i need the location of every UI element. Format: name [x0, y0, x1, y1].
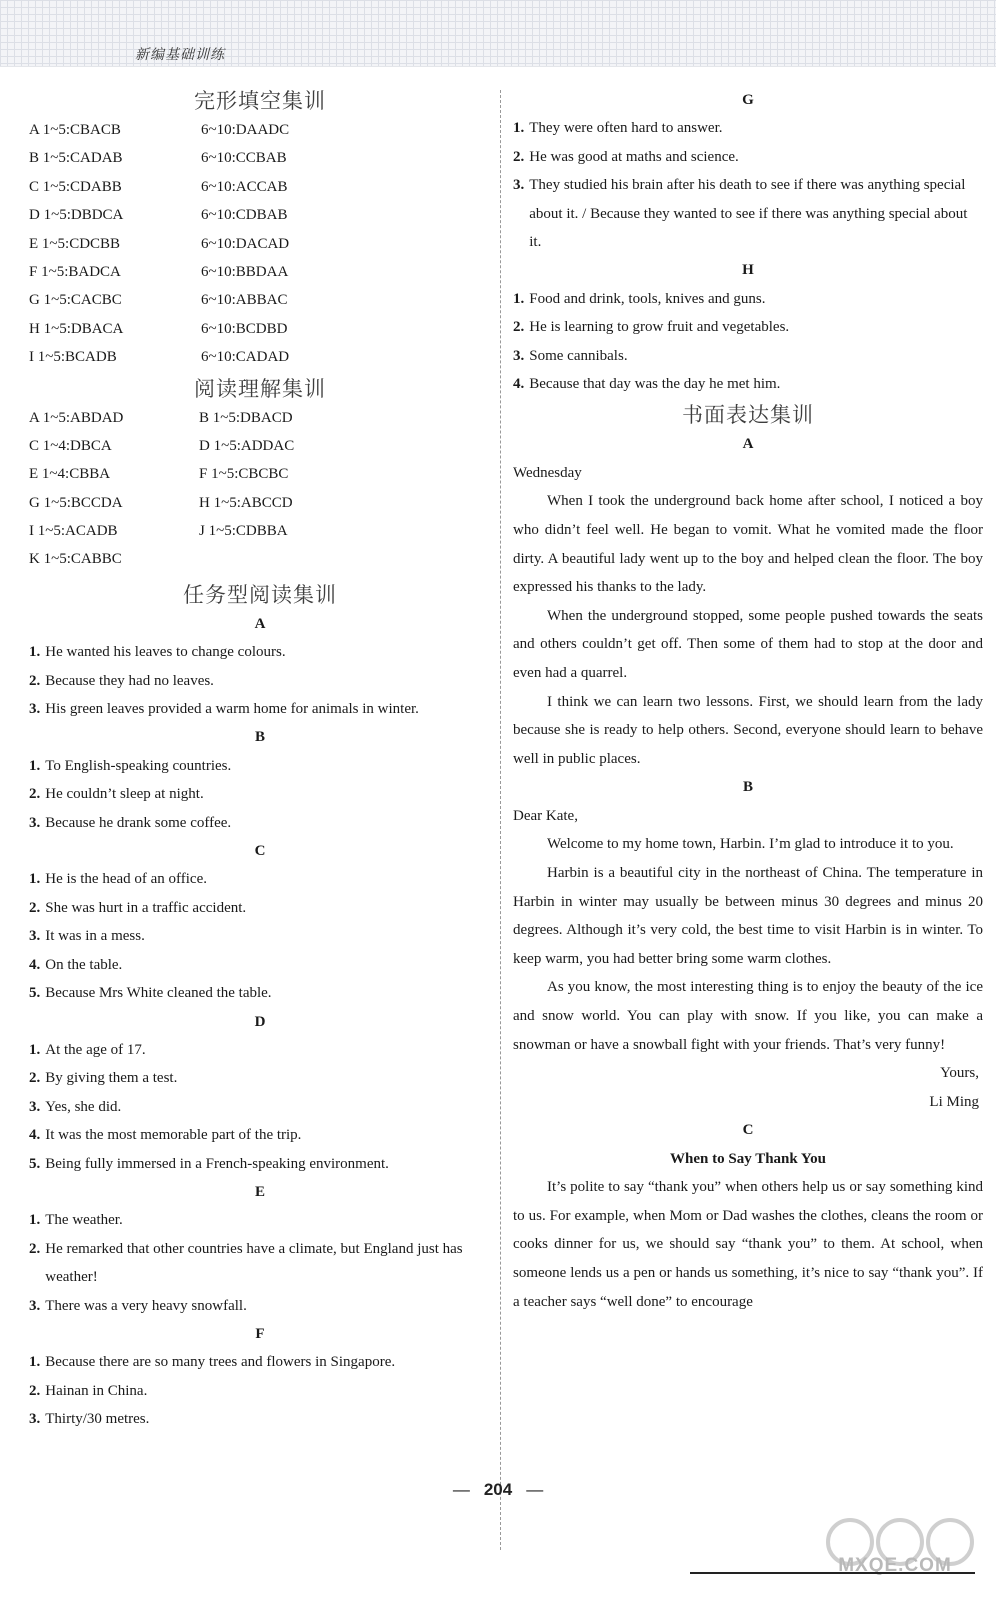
task-section-letter: A: [254, 615, 266, 632]
item-number: 3.: [29, 1098, 41, 1115]
item-number: 2.: [29, 672, 41, 689]
answer-item: [29, 667, 491, 695]
answer-item: [29, 809, 491, 837]
answer-item: [29, 979, 491, 1007]
item-text: He was good at maths and science.: [529, 148, 739, 165]
answer-key: 6~10:BCDBD: [201, 320, 288, 337]
task-title: 任务型阅读集训: [183, 582, 337, 607]
answer-key: E 1~5:CDCBB: [29, 235, 121, 252]
answer-item: [513, 143, 983, 171]
answer-key: 6~10:CCBAB: [201, 150, 287, 167]
item-text: Food and drink, tools, knives and guns.: [529, 290, 766, 307]
task-section-letter: G: [742, 92, 754, 108]
answer-key: D 1~5:ADDAC: [199, 437, 295, 454]
item-text: His green leaves provided a warm home for animals in winter.: [45, 701, 419, 718]
item-text: Some cannibals.: [529, 347, 628, 364]
item-text: He wanted his leaves to change colours.: [45, 644, 286, 661]
answer-item: [29, 1348, 491, 1376]
answer-key: G 1~5:CACBC: [29, 292, 122, 309]
answer-key: I 1~5:ACADB: [29, 523, 118, 540]
item-number: 1.: [29, 757, 41, 774]
answer-item: [29, 922, 491, 950]
answer-key: B 1~5:CADAB: [29, 150, 123, 167]
item-text: Hainan in China.: [45, 1382, 148, 1399]
cloze-title: 完形填空集训: [194, 89, 326, 113]
item-number: 1.: [29, 871, 41, 888]
writing-b-closing: Yours,: [940, 1065, 979, 1082]
answer-row: [29, 230, 491, 258]
item-number: 1.: [29, 1212, 41, 1229]
item-number: 2.: [513, 148, 525, 165]
item-text: Because Mrs White cleaned the table.: [45, 985, 272, 1002]
answer-item: [29, 1150, 491, 1178]
answer-item: [29, 1405, 491, 1433]
item-number: 2.: [513, 319, 525, 336]
reading-title: 阅读理解集训: [194, 376, 326, 401]
item-text: There was a very heavy snowfall.: [45, 1297, 247, 1314]
item-number: 2.: [29, 1070, 41, 1087]
item-number: 4.: [29, 956, 41, 973]
item-text: He couldn’t sleep at night.: [45, 786, 204, 803]
item-text: The weather.: [45, 1212, 123, 1229]
answer-item: [513, 313, 983, 341]
item-number: 4.: [29, 1127, 41, 1144]
answer-item: [29, 1036, 491, 1064]
item-text: He is learning to grow fruit and vegetables.: [529, 319, 790, 336]
item-text: They studied his brain after his death to see if there was anything special about it. / Because they wanted to see if there was anything special about it.: [529, 177, 968, 251]
answer-key: 6~10:CADAD: [201, 349, 290, 366]
answer-key: I 1~5:BCADB: [29, 349, 117, 366]
item-number: 2.: [29, 1240, 41, 1257]
item-number: 3.: [29, 1297, 41, 1314]
writing-b-paragraph: Welcome to my home town, Harbin. I’m glad to introduce it to you.: [547, 836, 954, 853]
answer-key: F 1~5:BADCA: [29, 263, 121, 280]
item-number: 1.: [513, 290, 525, 307]
answer-item: [29, 1292, 491, 1320]
answer-key: H 1~5:DBACA: [29, 320, 124, 337]
header-label: 新编基础训练: [135, 47, 225, 63]
task-section-letter: H: [742, 262, 754, 279]
reading-answer-list: [29, 404, 491, 574]
answer-item: [29, 1093, 491, 1121]
answer-key: 6~10:BBDAA: [201, 263, 289, 280]
answer-key: D 1~5:DBDCA: [29, 207, 124, 224]
answer-row: [29, 432, 491, 460]
answer-item: [513, 370, 983, 398]
writing-letter-b: B: [742, 779, 753, 796]
writing-letter-a: A: [742, 436, 754, 453]
writing-a-paragraph: When I took the underground back home after school, I noticed a boy who didn’t feel well. He began to vomit. What he vomited made the floor dirty. A beautiful lady went up to the boy and helped clean the floor. The boy expressed his thanks to the lady.: [513, 493, 983, 596]
item-text: It was in a mess.: [45, 928, 145, 945]
answer-item: [29, 1121, 491, 1149]
answer-item: [513, 114, 983, 142]
task-section-letter: D: [254, 1013, 266, 1030]
item-text: It was the most memorable part of the trip.: [45, 1127, 302, 1144]
item-text: Yes, she did.: [45, 1098, 122, 1115]
answer-row: [29, 460, 491, 488]
answer-item: [29, 1377, 491, 1405]
item-text: By giving them a test.: [45, 1070, 178, 1087]
writing-c-essay-title: When to Say Thank You: [670, 1150, 826, 1167]
answer-row: [29, 201, 491, 229]
answer-item: [29, 752, 491, 780]
item-text: At the age of 17.: [45, 1041, 146, 1058]
answer-item: [29, 780, 491, 808]
item-text: Thirty/30 metres.: [45, 1411, 150, 1428]
footer-rule: [690, 1572, 975, 1574]
answer-row: [29, 258, 491, 286]
item-number: 3.: [513, 177, 525, 194]
item-number: 3.: [29, 1411, 41, 1428]
item-text: Because that day was the day he met him.: [529, 376, 781, 393]
item-number: 3.: [513, 347, 525, 364]
answer-item: [513, 342, 983, 370]
answer-row: [29, 315, 491, 343]
answer-row: [29, 404, 491, 432]
answer-key: 6~10:ABBAC: [201, 292, 288, 309]
answer-key: 6~10:CDBAB: [201, 207, 288, 224]
item-text: Because they had no leaves.: [45, 672, 214, 689]
item-number: 1.: [29, 1041, 41, 1058]
answer-item: [29, 865, 491, 893]
item-number: 3.: [29, 928, 41, 945]
answer-item: [29, 894, 491, 922]
item-text: They were often hard to answer.: [529, 120, 723, 137]
writing-c-paragraph: It’s polite to say “thank you” when others help us or say something kind to us. For example, when Mom or Dad washes the clothes, cleans the room or cooks dinner for us, we should say “thank you” to them. At school, when someone lends us a pen or hands us something, it’s nice to say “thank you”. If a teacher says “well done” to encourage: [513, 1179, 983, 1310]
task-section-letter: E: [254, 1183, 265, 1200]
answer-key: A 1~5:CBACB: [29, 122, 121, 138]
writing-b-greeting: Dear Kate,: [513, 807, 578, 824]
item-number: 2.: [29, 786, 41, 803]
answer-key: F 1~5:CBCBC: [199, 466, 289, 483]
writing-b-signature: Li Ming: [929, 1093, 979, 1110]
writing-b-paragraph: Harbin is a beautiful city in the northeast of China. The temperature in Harbin in winter may usually be between minus 30 degrees and minus 20 degrees. Although it’s very cold, the best time to visit Harbin is in winter. To keep warm, you had better bring some warm clothes.: [513, 864, 983, 967]
page-header-band: [0, 0, 996, 67]
answer-item: [29, 1206, 491, 1234]
answer-row: [29, 489, 491, 517]
answer-key: E 1~4:CBBA: [29, 466, 111, 483]
answer-key: G 1~5:BCCDA: [29, 494, 123, 511]
task-sections-left: [29, 610, 491, 1434]
item-number: 2.: [29, 899, 41, 916]
item-text: She was hurt in a traffic accident.: [45, 899, 247, 916]
left-column: [29, 86, 491, 1434]
task-sections-right: [513, 86, 983, 398]
task-section-letter: B: [254, 729, 265, 746]
item-number: 3.: [29, 814, 41, 831]
answer-key: K 1~5:CABBC: [29, 551, 122, 568]
answer-row: [29, 545, 491, 573]
writing-a-paragraph: I think we can learn two lessons. First, we should learn from the lady because she is ready to help others. Second, everyone should learn to behave well in public places.: [513, 693, 983, 767]
watermark-logo: [810, 1500, 980, 1595]
task-section-letter: C: [254, 843, 266, 860]
task-section-letter: F: [255, 1325, 265, 1342]
answer-item: [29, 638, 491, 666]
item-text: He remarked that other countries have a climate, but England just has weather!: [45, 1240, 463, 1286]
item-number: 5.: [29, 1155, 41, 1172]
cloze-answer-list: [29, 116, 491, 372]
answer-key: B 1~5:DBACD: [199, 409, 293, 426]
right-column: [513, 86, 983, 1316]
answer-item: [29, 695, 491, 723]
writing-a-day: Wednesday: [513, 464, 582, 481]
answer-row: [29, 116, 491, 144]
answer-row: [29, 173, 491, 201]
writing-title: 书面表达集训: [682, 403, 814, 428]
answer-item: [29, 1235, 491, 1292]
answer-key: 6~10:DAADC: [201, 122, 290, 138]
answer-key: 6~10:ACCAB: [201, 178, 288, 195]
item-number: 4.: [513, 376, 525, 393]
answer-key: C 1~5:CDABB: [29, 178, 122, 195]
item-number: 1.: [513, 120, 525, 137]
answer-key: J 1~5:CDBBA: [199, 523, 288, 540]
item-text: He is the head of an office.: [45, 871, 207, 888]
answer-item: [513, 285, 983, 313]
item-number: 2.: [29, 1382, 41, 1399]
answer-key: C 1~4:DBCA: [29, 437, 112, 454]
answer-row: [29, 286, 491, 314]
item-number: 3.: [29, 701, 41, 718]
item-text: Being fully immersed in a French-speaking environment.: [45, 1155, 389, 1172]
item-number: 5.: [29, 985, 41, 1002]
answer-key: H 1~5:ABCCD: [199, 494, 293, 511]
item-number: 1.: [29, 644, 41, 661]
writing-a-paragraph: When the underground stopped, some people pushed towards the seats and others couldn’t get off. Then some of them had to stop at the door and even had a quarrel.: [513, 607, 983, 681]
item-text: Because he drank some coffee.: [45, 814, 232, 831]
item-text: On the table.: [45, 956, 123, 973]
answer-key: 6~10:DACAD: [201, 235, 290, 252]
answer-key: A 1~5:ABDAD: [29, 409, 124, 426]
column-divider: [500, 90, 501, 1550]
writing-letter-c: C: [742, 1122, 754, 1139]
item-number: 1.: [29, 1354, 41, 1371]
writing-b-paragraph: As you know, the most interesting thing is to enjoy the beauty of the ice and snow world. You can play with snow. If you like, you can make a snowman or have a snowball fight with your friends. That’s very funny!: [513, 979, 983, 1053]
answer-item: [29, 1064, 491, 1092]
item-text: Because there are so many trees and flowers in Singapore.: [45, 1354, 396, 1371]
answer-row: [29, 144, 491, 172]
watermark-text: MXQE.COM: [838, 1555, 952, 1576]
answer-row: [29, 343, 491, 371]
item-text: To English-speaking countries.: [45, 757, 232, 774]
page-number: — 204 —: [452, 1480, 544, 1499]
page-number-value: 204: [483, 1480, 513, 1499]
answer-item: [513, 171, 983, 256]
answer-item: [29, 951, 491, 979]
answer-row: [29, 517, 491, 545]
